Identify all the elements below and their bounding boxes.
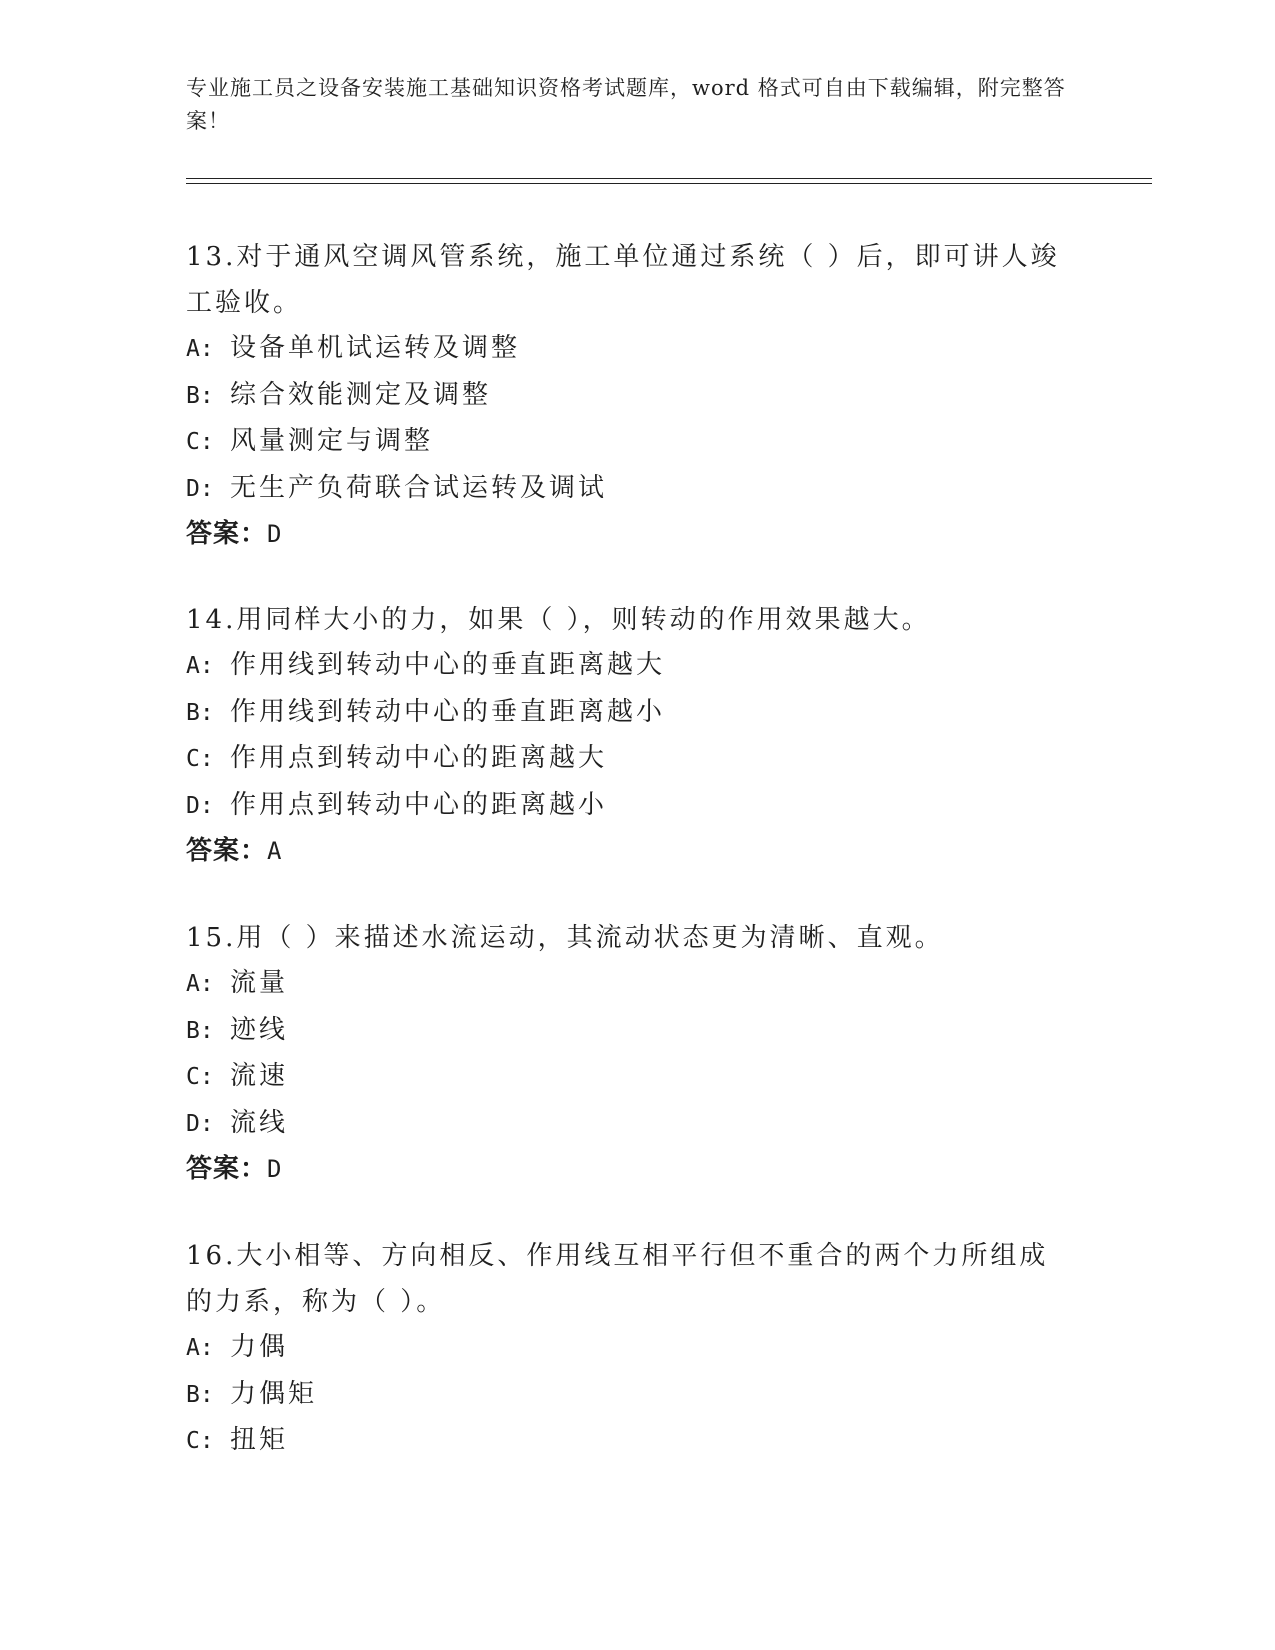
option-text: 力偶矩: [230, 1378, 318, 1409]
option-text: 流速: [230, 1061, 289, 1091]
option-text: 作用点到转动中心的距离越小: [230, 789, 608, 820]
question-13: [186, 234, 1076, 558]
question-14: [186, 597, 1076, 875]
option-text: 流线: [230, 1107, 289, 1138]
option-letter: B:: [186, 1017, 214, 1044]
option-text: 流量: [230, 968, 289, 998]
question-stem: 15.用（ ）来描述水流运动，其流动状态更为清晰、直观。: [186, 923, 944, 953]
option-letter: D:: [186, 475, 214, 502]
question-16: [186, 1233, 1076, 1465]
option-b: [186, 1372, 1076, 1419]
option-d: [186, 783, 1076, 830]
option-letter: A:: [186, 971, 214, 997]
question-15: [186, 915, 1076, 1193]
question-stem: 14.用同样大小的力，如果（ ），则转动的作用效果越大。: [186, 605, 931, 635]
option-c: [186, 736, 1076, 783]
option-b: [186, 1008, 1076, 1055]
option-letter: A:: [186, 336, 214, 362]
option-letter: C:: [186, 1064, 214, 1090]
option-text: 力偶: [230, 1332, 289, 1362]
answer-value: D: [267, 520, 283, 548]
option-letter: C:: [186, 746, 214, 772]
option-letter: B:: [186, 1381, 214, 1408]
option-letter: C:: [186, 429, 214, 455]
header-divider-bottom: [186, 183, 1152, 184]
answer-label: 答案：: [186, 519, 268, 549]
option-letter: D:: [186, 792, 214, 819]
answer-line: [186, 829, 1076, 875]
question-stem: 13.对于通风空调风管系统，施工单位通过系统（ ）后，即可讲人竣工验收。: [186, 242, 1060, 318]
option-text: 风量测定与调整: [230, 426, 434, 456]
answer-value: D: [267, 1155, 283, 1183]
option-letter: B:: [186, 382, 214, 409]
option-text: 扭矩: [230, 1425, 289, 1455]
answer-value: A: [267, 837, 283, 865]
option-text: 迹线: [230, 1014, 289, 1045]
option-letter: C:: [186, 1428, 214, 1454]
option-letter: D:: [186, 1110, 214, 1137]
option-c: [186, 1054, 1076, 1101]
option-d: [186, 466, 1076, 513]
option-text: 无生产负荷联合试运转及调试: [230, 472, 608, 503]
option-b: [186, 690, 1076, 737]
option-a: [186, 961, 1076, 1008]
header-divider-top: [186, 178, 1152, 179]
option-text: 作用线到转动中心的垂直距离越小: [230, 696, 666, 727]
question-stem: 16.大小相等、方向相反、作用线互相平行但不重合的两个力所组成的力系，称为（ ）。: [186, 1241, 1049, 1317]
option-text: 综合效能测定及调整: [230, 379, 492, 410]
answer-label: 答案：: [186, 836, 268, 866]
option-letter: A:: [186, 1335, 214, 1361]
option-d: [186, 1101, 1076, 1148]
option-c: [186, 419, 1076, 466]
option-c: [186, 1418, 1076, 1465]
option-letter: B:: [186, 699, 214, 726]
option-a: [186, 326, 1076, 373]
document-header: 专业施工员之设备安装施工基础知识资格考试题库，word 格式可自由下载编辑，附完整答案！: [186, 76, 1066, 133]
answer-label: 答案：: [186, 1154, 268, 1184]
option-b: [186, 373, 1076, 420]
answer-line: [186, 512, 1076, 558]
option-text: 作用点到转动中心的距离越大: [230, 743, 608, 773]
answer-line: [186, 1147, 1076, 1193]
option-letter: A:: [186, 653, 214, 679]
option-text: 设备单机试运转及调整: [230, 333, 521, 363]
option-a: [186, 643, 1076, 690]
option-a: [186, 1325, 1076, 1372]
option-text: 作用线到转动中心的垂直距离越大: [230, 650, 666, 680]
